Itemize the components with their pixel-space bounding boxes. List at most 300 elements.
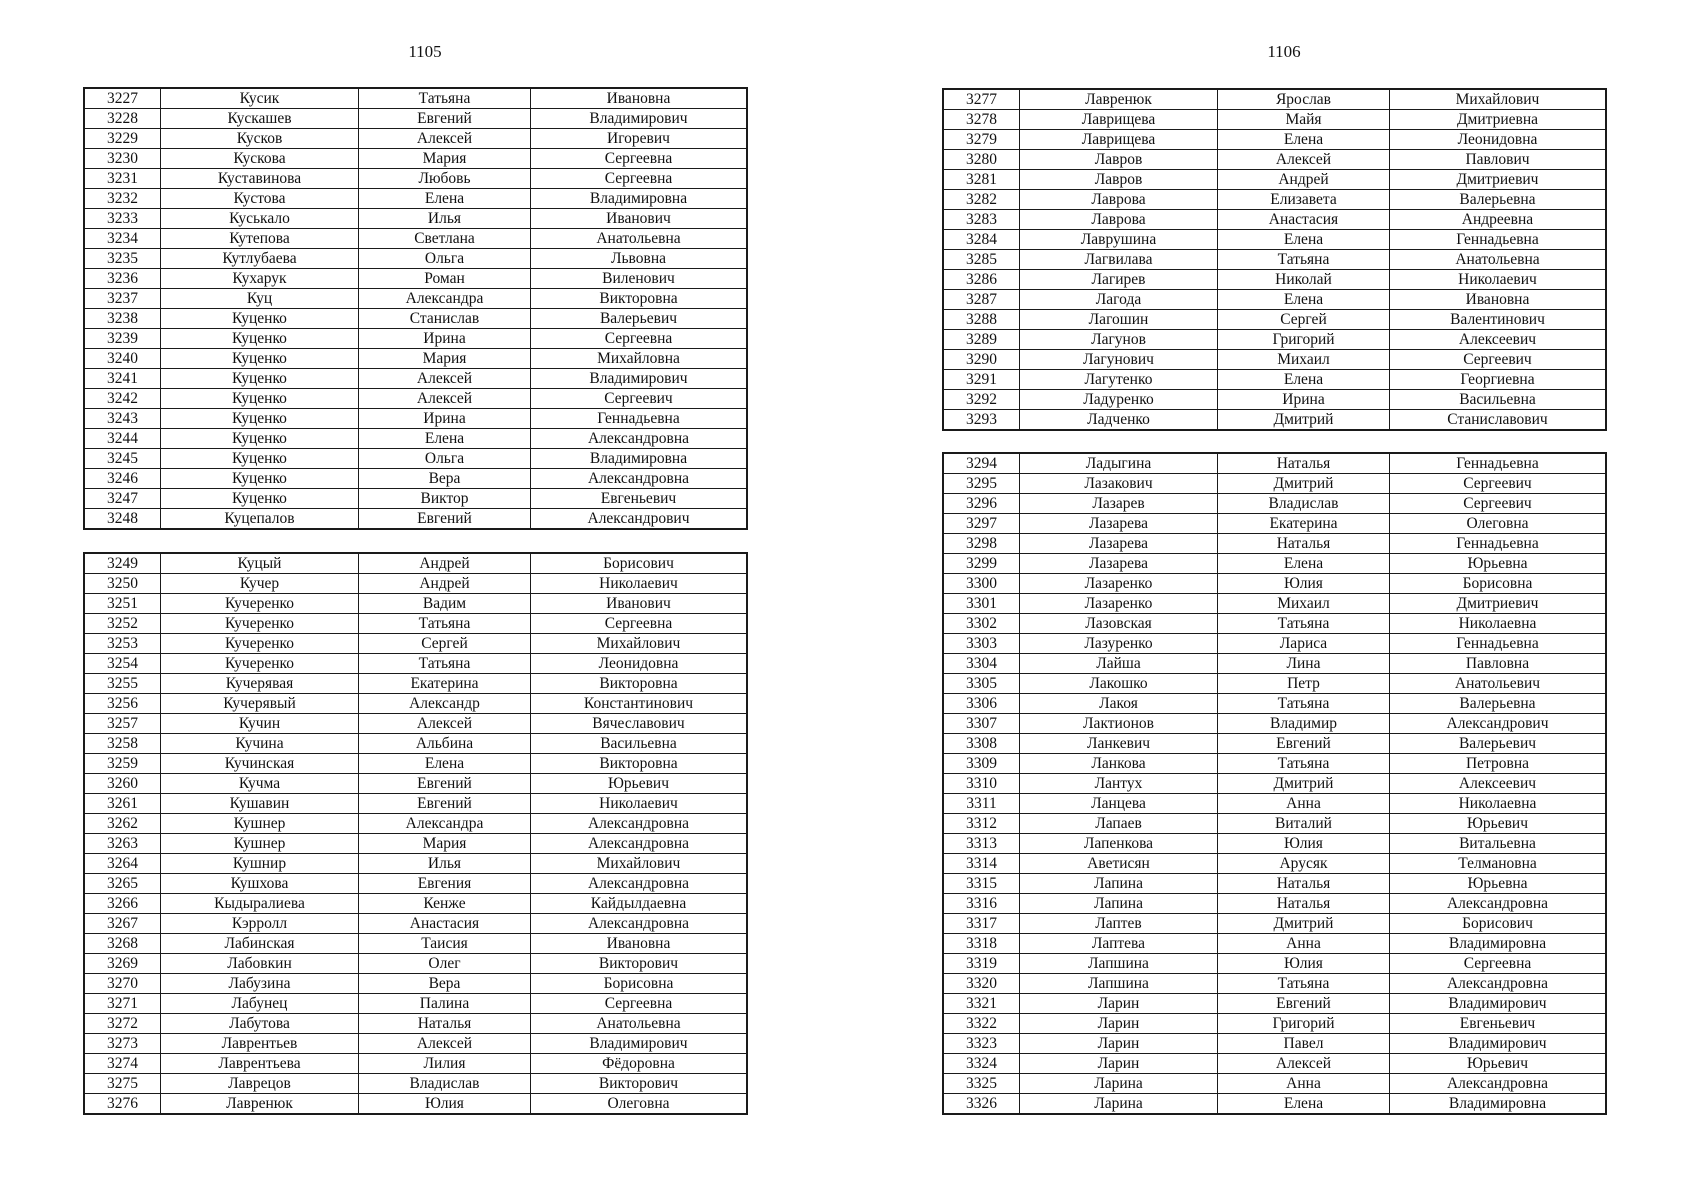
table-row [943,110,1606,130]
table-row [943,494,1606,514]
first-name-cell: Таисия [359,934,531,954]
surname-cell: Лаптева [1020,934,1218,954]
first-name-cell: Татьяна [1218,694,1390,714]
first-name-cell: Наталья [1218,534,1390,554]
first-name-cell: Татьяна [1218,974,1390,994]
table-row [943,390,1606,410]
row-number-cell: 3237 [84,289,161,309]
page-number-left: 1105 [408,42,442,61]
table-row [84,954,747,974]
table-row [84,249,747,269]
table-row [84,914,747,934]
row-number-cell: 3244 [84,429,161,449]
table-row [943,694,1606,714]
table-row [943,914,1606,934]
patronymic-cell: Леонидовна [531,654,748,674]
patronymic-cell: Валерьевна [1390,694,1607,714]
patronymic-cell: Николаевна [1390,794,1607,814]
patronymic-cell: Виленович [531,269,748,289]
table-row [84,189,747,209]
first-name-cell: Наталья [1218,453,1390,474]
row-number-cell: 3267 [84,914,161,934]
row-number-cell: 3257 [84,714,161,734]
surname-cell: Кусков [161,129,359,149]
table-row [943,350,1606,370]
row-number-cell: 3318 [943,934,1020,954]
surname-cell: Лаврецов [161,1074,359,1094]
first-name-cell: Владимир [1218,714,1390,734]
patronymic-cell: Михайлович [531,634,748,654]
patronymic-cell: Иванович [531,594,748,614]
patronymic-cell: Геннадьевна [1390,453,1607,474]
patronymic-cell: Владимировна [531,449,748,469]
row-number-cell: 3306 [943,694,1020,714]
row-number-cell: 3248 [84,509,161,530]
surname-cell: Кушнер [161,834,359,854]
patronymic-cell: Юрьевич [1390,1054,1607,1074]
patronymic-cell: Владимировна [1390,1094,1607,1115]
row-number-cell: 3314 [943,854,1020,874]
table-row [943,574,1606,594]
first-name-cell: Елена [1218,554,1390,574]
row-number-cell: 3303 [943,634,1020,654]
table-row [84,209,747,229]
row-number-cell: 3323 [943,1034,1020,1054]
surname-cell: Кускова [161,149,359,169]
patronymic-cell: Кайдылдаевна [531,894,748,914]
patronymic-cell: Михайлович [1390,89,1607,110]
first-name-cell: Алексей [359,714,531,734]
first-name-cell: Анастасия [1218,210,1390,230]
surname-cell: Лабузина [161,974,359,994]
row-number-cell: 3297 [943,514,1020,534]
table-row [943,1054,1606,1074]
row-number-cell: 3310 [943,774,1020,794]
patronymic-cell: Борисович [1390,914,1607,934]
patronymic-cell: Александровна [531,429,748,449]
patronymic-cell: Александрович [1390,714,1607,734]
first-name-cell: Светлана [359,229,531,249]
table-row [84,389,747,409]
row-number-cell: 3283 [943,210,1020,230]
surname-cell: Ланкова [1020,754,1218,774]
row-number-cell: 3281 [943,170,1020,190]
first-name-cell: Ольга [359,249,531,269]
row-number-cell: 3234 [84,229,161,249]
row-number-cell: 3233 [84,209,161,229]
row-number-cell: 3321 [943,994,1020,1014]
surname-cell: Лабунец [161,994,359,1014]
patronymic-cell: Михайловна [531,349,748,369]
table-row [84,449,747,469]
surname-cell: Лабутова [161,1014,359,1034]
row-number-cell: 3286 [943,270,1020,290]
patronymic-cell: Александровна [531,814,748,834]
row-number-cell: 3230 [84,149,161,169]
name-table-left-1 [83,87,748,530]
first-name-cell: Вадим [359,594,531,614]
first-name-cell: Ирина [359,329,531,349]
surname-cell: Кучеренко [161,594,359,614]
first-name-cell: Михаил [1218,594,1390,614]
table-row [943,1034,1606,1054]
patronymic-cell: Николаевна [1390,614,1607,634]
row-number-cell: 3278 [943,110,1020,130]
first-name-cell: Юлия [1218,574,1390,594]
first-name-cell: Дмитрий [1218,774,1390,794]
row-number-cell: 3309 [943,754,1020,774]
first-name-cell: Дмитрий [1218,914,1390,934]
first-name-cell: Альбина [359,734,531,754]
table-row [943,1094,1606,1115]
first-name-cell: Наталья [359,1014,531,1034]
surname-cell: Ларин [1020,1034,1218,1054]
table-row [84,109,747,129]
first-name-cell: Андрей [359,553,531,574]
row-number-cell: 3251 [84,594,161,614]
row-number-cell: 3246 [84,469,161,489]
table-row [943,210,1606,230]
patronymic-cell: Анатольевна [1390,250,1607,270]
surname-cell: Кутепова [161,229,359,249]
surname-cell: Лайша [1020,654,1218,674]
patronymic-cell: Львовна [531,249,748,269]
first-name-cell: Вера [359,469,531,489]
table-row [84,329,747,349]
patronymic-cell: Владимирович [531,1034,748,1054]
patronymic-cell: Сергеевна [531,169,748,189]
patronymic-cell: Владимирович [531,369,748,389]
table-row [943,834,1606,854]
surname-cell: Куцепалов [161,509,359,530]
surname-cell: Ларина [1020,1074,1218,1094]
first-name-cell: Наталья [1218,874,1390,894]
row-number-cell: 3313 [943,834,1020,854]
first-name-cell: Татьяна [359,88,531,109]
first-name-cell: Анастасия [359,914,531,934]
row-number-cell: 3282 [943,190,1020,210]
row-number-cell: 3271 [84,994,161,1014]
row-number-cell: 3287 [943,290,1020,310]
table-row [84,974,747,994]
table-row [943,634,1606,654]
table-row [943,410,1606,431]
table-row [84,369,747,389]
patronymic-cell: Вячеславович [531,714,748,734]
first-name-cell: Лилия [359,1054,531,1074]
surname-cell: Лаврентьев [161,1034,359,1054]
first-name-cell: Михаил [1218,350,1390,370]
table-row [84,714,747,734]
surname-cell: Лапшина [1020,974,1218,994]
surname-cell: Лантух [1020,774,1218,794]
patronymic-cell: Игоревич [531,129,748,149]
surname-cell: Куценко [161,369,359,389]
row-number-cell: 3315 [943,874,1020,894]
surname-cell: Куценко [161,329,359,349]
first-name-cell: Владислав [1218,494,1390,514]
table-row [943,814,1606,834]
patronymic-cell: Петровна [1390,754,1607,774]
table-row [943,230,1606,250]
first-name-cell: Екатерина [359,674,531,694]
first-name-cell: Елена [359,189,531,209]
surname-cell: Ладченко [1020,410,1218,431]
patronymic-cell: Леонидовна [1390,130,1607,150]
surname-cell: Лаврищева [1020,130,1218,150]
table-row [943,290,1606,310]
first-name-cell: Дмитрий [1218,474,1390,494]
row-number-cell: 3316 [943,894,1020,914]
first-name-cell: Станислав [359,309,531,329]
surname-cell: Ладыгина [1020,453,1218,474]
table-row [84,229,747,249]
surname-cell: Лагошин [1020,310,1218,330]
row-number-cell: 3228 [84,109,161,129]
table-row [84,814,747,834]
row-number-cell: 3273 [84,1034,161,1054]
first-name-cell: Юлия [1218,834,1390,854]
table-row [84,674,747,694]
surname-cell: Ланкевич [1020,734,1218,754]
table-row [84,574,747,594]
first-name-cell: Александр [359,694,531,714]
table-row [943,190,1606,210]
surname-cell: Лавренюк [161,1094,359,1115]
table-row [84,834,747,854]
surname-cell: Кускашев [161,109,359,129]
row-number-cell: 3264 [84,854,161,874]
table-row [943,89,1606,110]
surname-cell: Кучинская [161,754,359,774]
patronymic-cell: Анатольевна [531,1014,748,1034]
row-number-cell: 3275 [84,1074,161,1094]
patronymic-cell: Александровна [1390,894,1607,914]
row-number-cell: 3304 [943,654,1020,674]
first-name-cell: Юлия [359,1094,531,1115]
first-name-cell: Вера [359,974,531,994]
first-name-cell: Арусяк [1218,854,1390,874]
table-row [84,1074,747,1094]
surname-cell: Лазовская [1020,614,1218,634]
surname-cell: Куценко [161,469,359,489]
patronymic-cell: Дмитриевич [1390,594,1607,614]
surname-cell: Ладуренко [1020,390,1218,410]
surname-cell: Лаптев [1020,914,1218,934]
patronymic-cell: Александровна [531,469,748,489]
table-row [84,934,747,954]
patronymic-cell: Олеговна [1390,514,1607,534]
first-name-cell: Александра [359,289,531,309]
patronymic-cell: Ивановна [531,88,748,109]
surname-cell: Кушнер [161,814,359,834]
row-number-cell: 3312 [943,814,1020,834]
surname-cell: Лактионов [1020,714,1218,734]
patronymic-cell: Александровна [1390,1074,1607,1094]
surname-cell: Лагода [1020,290,1218,310]
table-row [943,974,1606,994]
patronymic-cell: Владимировна [1390,934,1607,954]
patronymic-cell: Александровна [1390,974,1607,994]
patronymic-cell: Викторович [531,954,748,974]
first-name-cell: Мария [359,834,531,854]
table-row [84,634,747,654]
table-row [84,469,747,489]
patronymic-cell: Павлович [1390,150,1607,170]
first-name-cell: Виктор [359,489,531,509]
row-number-cell: 3294 [943,453,1020,474]
surname-cell: Лагунов [1020,330,1218,350]
first-name-cell: Виталий [1218,814,1390,834]
table-row [943,934,1606,954]
table-row [84,88,747,109]
row-number-cell: 3260 [84,774,161,794]
row-number-cell: 3247 [84,489,161,509]
patronymic-cell: Викторовна [531,289,748,309]
surname-cell: Кыдыралиева [161,894,359,914]
surname-cell: Лапина [1020,894,1218,914]
patronymic-cell: Сергеевич [531,389,748,409]
patronymic-cell: Сергеевна [531,329,748,349]
row-number-cell: 3302 [943,614,1020,634]
surname-cell: Лаврова [1020,210,1218,230]
patronymic-cell: Сергеевич [1390,494,1607,514]
row-number-cell: 3301 [943,594,1020,614]
surname-cell: Ларин [1020,994,1218,1014]
name-table-left-2 [83,552,748,1115]
first-name-cell: Алексей [359,389,531,409]
surname-cell: Куставинова [161,169,359,189]
table-row [943,370,1606,390]
patronymic-cell: Ивановна [1390,290,1607,310]
first-name-cell: Евгения [359,874,531,894]
table-row [943,130,1606,150]
row-number-cell: 3258 [84,734,161,754]
surname-cell: Куценко [161,309,359,329]
patronymic-cell: Валерьевна [1390,190,1607,210]
table-row [943,310,1606,330]
first-name-cell: Лариса [1218,634,1390,654]
surname-cell: Лаврушина [1020,230,1218,250]
first-name-cell: Анна [1218,1074,1390,1094]
first-name-cell: Наталья [1218,894,1390,914]
name-table-right-1 [942,88,1607,431]
first-name-cell: Юлия [1218,954,1390,974]
table-row [943,250,1606,270]
row-number-cell: 3245 [84,449,161,469]
row-number-cell: 3254 [84,654,161,674]
patronymic-cell: Сергеевич [1390,474,1607,494]
table-row [84,794,747,814]
surname-cell: Кучма [161,774,359,794]
patronymic-cell: Геннадьевна [1390,634,1607,654]
patronymic-cell: Андреевна [1390,210,1607,230]
table-row [84,874,747,894]
table-row [84,129,747,149]
patronymic-cell: Владимирович [1390,994,1607,1014]
table-row [84,149,747,169]
patronymic-cell: Николаевич [1390,270,1607,290]
row-number-cell: 3288 [943,310,1020,330]
table-row [84,349,747,369]
surname-cell: Куценко [161,429,359,449]
first-name-cell: Татьяна [1218,754,1390,774]
surname-cell: Куцый [161,553,359,574]
patronymic-cell: Дмитриевич [1390,170,1607,190]
surname-cell: Куценко [161,409,359,429]
surname-cell: Лазакович [1020,474,1218,494]
surname-cell: Лазаренко [1020,574,1218,594]
first-name-cell: Татьяна [1218,250,1390,270]
first-name-cell: Григорий [1218,1014,1390,1034]
first-name-cell: Татьяна [359,614,531,634]
row-number-cell: 3291 [943,370,1020,390]
patronymic-cell: Юрьевич [1390,814,1607,834]
first-name-cell: Елена [1218,130,1390,150]
table-row [84,854,747,874]
table-row [943,150,1606,170]
row-number-cell: 3299 [943,554,1020,574]
first-name-cell: Олег [359,954,531,974]
row-number-cell: 3285 [943,250,1020,270]
row-number-cell: 3256 [84,694,161,714]
row-number-cell: 3262 [84,814,161,834]
first-name-cell: Алексей [359,369,531,389]
surname-cell: Лазаренко [1020,594,1218,614]
row-number-cell: 3235 [84,249,161,269]
row-number-cell: 3292 [943,390,1020,410]
row-number-cell: 3289 [943,330,1020,350]
table-row [943,1014,1606,1034]
first-name-cell: Любовь [359,169,531,189]
row-number-cell: 3295 [943,474,1020,494]
row-number-cell: 3324 [943,1054,1020,1074]
table-row [84,553,747,574]
row-number-cell: 3255 [84,674,161,694]
table-row [943,654,1606,674]
surname-cell: Аветисян [1020,854,1218,874]
surname-cell: Куценко [161,349,359,369]
patronymic-cell: Борисовна [1390,574,1607,594]
first-name-cell: Ольга [359,449,531,469]
patronymic-cell: Анатольевна [531,229,748,249]
patronymic-cell: Анатольевич [1390,674,1607,694]
row-number-cell: 3227 [84,88,161,109]
row-number-cell: 3236 [84,269,161,289]
table-row [84,594,747,614]
row-number-cell: 3238 [84,309,161,329]
patronymic-cell: Борисовна [531,974,748,994]
table-row [84,309,747,329]
patronymic-cell: Владимировна [531,189,748,209]
surname-cell: Лабинская [161,934,359,954]
patronymic-cell: Станиславович [1390,410,1607,431]
first-name-cell: Анна [1218,794,1390,814]
row-number-cell: 3277 [943,89,1020,110]
first-name-cell: Евгений [359,794,531,814]
table-row [84,774,747,794]
name-table-right-2 [942,452,1607,1115]
surname-cell: Лазарева [1020,534,1218,554]
surname-cell: Кучеренко [161,634,359,654]
row-number-cell: 3243 [84,409,161,429]
surname-cell: Ланцева [1020,794,1218,814]
table-row [84,754,747,774]
table-row [84,289,747,309]
surname-cell: Лапенкова [1020,834,1218,854]
patronymic-cell: Витальевна [1390,834,1607,854]
row-number-cell: 3300 [943,574,1020,594]
